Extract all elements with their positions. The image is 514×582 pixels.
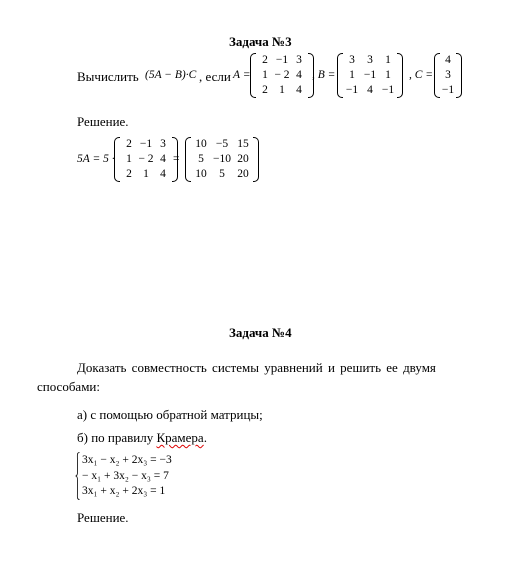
- matrix-5a-cell: 20: [237, 153, 249, 165]
- equation-row: − x₁ + 3x₂ − x₃ = 7: [82, 469, 169, 482]
- matrix-a-cell: − 2: [274, 69, 290, 81]
- matrix-c-cell: 3: [445, 69, 451, 81]
- item-b-prefix: б) по правилу: [77, 430, 157, 445]
- matrix-c-name: , C =: [409, 69, 434, 81]
- task4-paragraph: Доказать совместность системы уравнений и решить ее двумя: [77, 360, 436, 375]
- task4-paragraph-cont: способами:: [37, 379, 101, 394]
- system-brace: [75, 452, 80, 500]
- matrix-a-repeat-cell: 4: [160, 153, 166, 165]
- matrix-a-cell: 2: [262, 84, 268, 96]
- matrix-a-cell: 3: [296, 54, 302, 66]
- task4-item-b: [77, 428, 207, 447]
- matrix-5a-cell: 10: [195, 168, 207, 180]
- matrix-c: [434, 53, 462, 98]
- step-lhs: 5A = 5 ·: [77, 153, 115, 165]
- matrix-b-cell: 1: [385, 54, 391, 66]
- kramer-word: Крамера: [156, 430, 204, 445]
- matrix-a-cell: 1: [262, 69, 268, 81]
- task3-compute-label: Вычислить: [77, 69, 139, 84]
- matrix-5a-cell: 15: [237, 138, 249, 150]
- task4-item-a: а) с помощью обратной матрицы;: [77, 407, 263, 422]
- matrix-a-repeat-cell: 2: [126, 138, 132, 150]
- matrix-a-repeat-cell: 1: [126, 153, 132, 165]
- matrix-a-cell: 2: [262, 54, 268, 66]
- matrix-c-cell: −1: [441, 84, 455, 96]
- matrix-b-cell: 3: [349, 54, 355, 66]
- task3-solution-label: Решение.: [77, 114, 129, 129]
- matrix-a-repeat-cell: 2: [126, 168, 132, 180]
- matrix-b-cell: −1: [381, 84, 395, 96]
- task4-solution-label: Решение.: [77, 510, 129, 525]
- equation-row: 3x₁ − x₂ + 2x₃ = −3: [82, 454, 172, 466]
- step-equals: =: [173, 153, 180, 165]
- matrix-b-cell: 3: [367, 54, 373, 66]
- matrix-5a-cell: 5: [198, 153, 204, 165]
- matrix-a-repeat-cell: − 2: [138, 153, 154, 165]
- matrix-c-cell: 4: [445, 54, 451, 66]
- matrix-b-cell: −1: [345, 84, 359, 96]
- matrix-5a-cell: 20: [237, 168, 249, 180]
- matrix-a-cell: 4: [296, 84, 302, 96]
- matrix-a-cell: −1: [275, 54, 289, 66]
- matrix-5a: [185, 137, 259, 182]
- matrix-a-repeat-cell: 1: [143, 168, 149, 180]
- matrix-b-cell: 1: [385, 69, 391, 81]
- matrix-b-cell: −1: [363, 69, 377, 81]
- item-b-suffix: .: [203, 430, 207, 445]
- matrix-a-repeat-cell: 3: [160, 138, 166, 150]
- matrix-b: [337, 53, 403, 98]
- matrix-b-cell: 1: [349, 69, 355, 81]
- equation-row: 3x₁ + x₂ + 2x₃ = 1: [82, 485, 166, 497]
- matrix-a-cell: 4: [296, 69, 302, 81]
- task3-if-label: , если: [199, 69, 231, 84]
- task4-title: Задача №4: [229, 325, 292, 340]
- matrix-5a-cell: −5: [215, 138, 229, 150]
- matrix-a: [250, 53, 314, 98]
- task3-title: Задача №3: [229, 34, 292, 49]
- task3-expression: (5A − B)·C: [145, 69, 197, 81]
- matrix-5a-cell: 5: [219, 168, 225, 180]
- matrix-a-repeat-cell: 4: [160, 168, 166, 180]
- equation-system: [82, 453, 172, 500]
- matrix-a-name: A =: [233, 69, 251, 81]
- matrix-5a-cell: −10: [213, 153, 231, 165]
- matrix-a-repeat-cell: −1: [139, 138, 153, 150]
- matrix-b-cell: 4: [367, 84, 373, 96]
- matrix-a-cell: 1: [279, 84, 285, 96]
- matrix-b-name: , B =: [312, 69, 336, 81]
- matrix-a-repeat: [114, 137, 178, 182]
- matrix-5a-cell: 10: [195, 138, 207, 150]
